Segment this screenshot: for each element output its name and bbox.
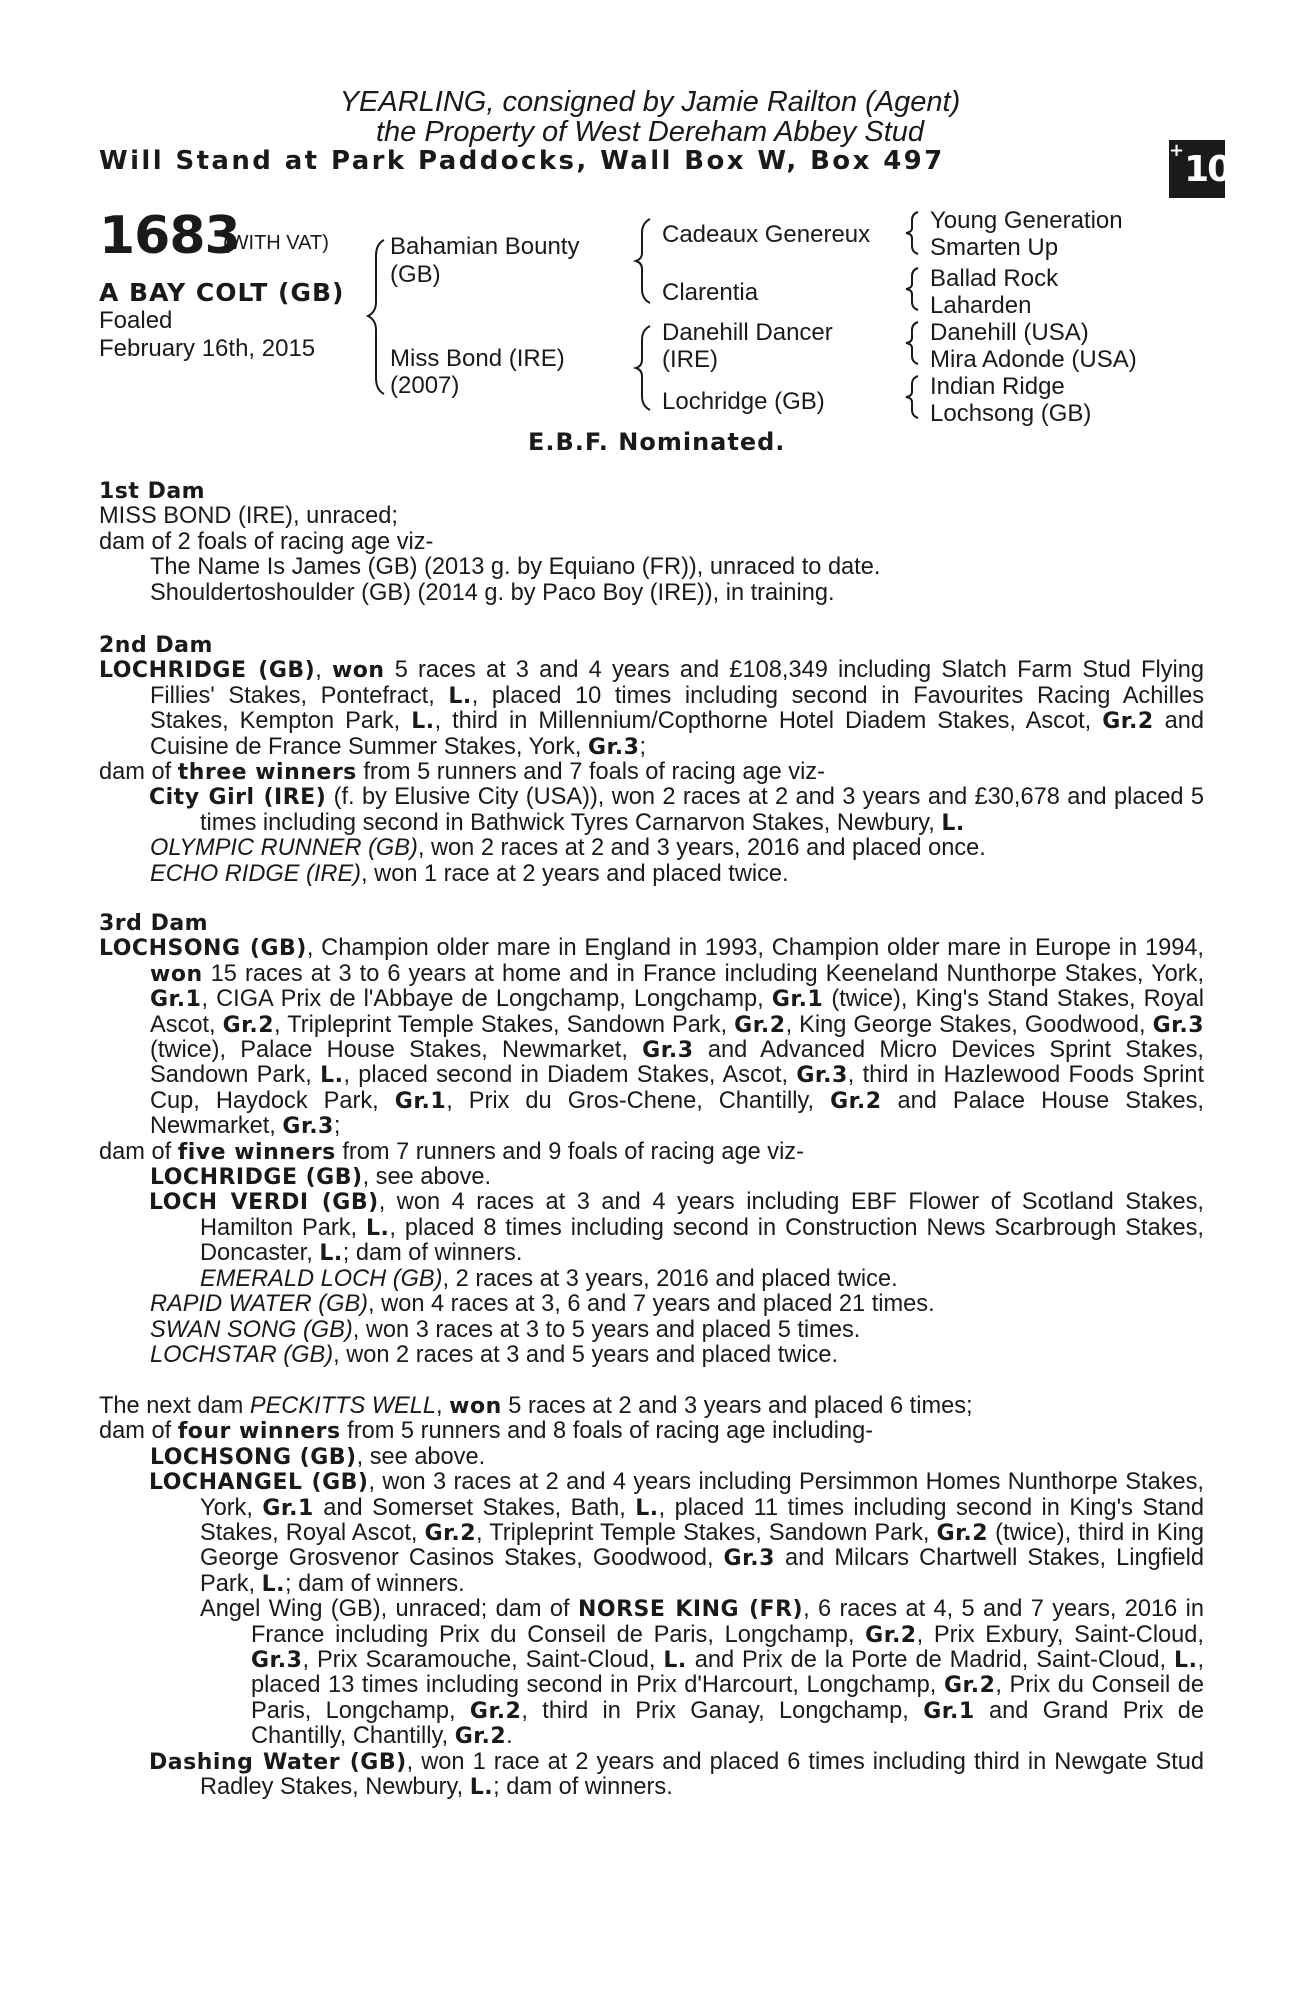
text: ; [333, 1113, 341, 1140]
listed-mark: L. [261, 1571, 286, 1597]
listed-mark: L. [448, 683, 472, 709]
group-mark: Gr.3 [642, 1038, 694, 1064]
group-mark: Gr.2 [222, 1012, 275, 1038]
next-dam-section [99, 1394, 1204, 1801]
first-dam-section [99, 479, 1204, 606]
listed-mark: L. [663, 1648, 687, 1674]
group-mark: Gr.2 [830, 1088, 882, 1114]
third-dam-section [99, 911, 1204, 1368]
horse-name: ECHO RIDGE (IRE) [150, 860, 362, 887]
listed-mark: L. [469, 1775, 494, 1801]
produce-1 [99, 1445, 1204, 1470]
horse-name: OLYMPIC RUNNER (GB) [150, 835, 418, 862]
text: (twice), Palace House Stakes, Newmarket, [150, 1037, 643, 1064]
ped-ddd: Lochsong (GB) [930, 400, 1092, 427]
group-mark: Gr.1 [150, 987, 202, 1013]
foaled-label: Foaled [99, 307, 173, 334]
pedigree-brace-main [362, 232, 392, 400]
text: and Prix de la Porte de Madrid, Saint-Cloud, [686, 1647, 1175, 1674]
stand-location: Will Stand at Park Paddocks, Wall Box W, Box 497 [99, 146, 945, 176]
dam-year: (2007) [390, 372, 460, 399]
horse-name: LOCH VERDI (GB) [149, 1190, 379, 1216]
text: dam of [99, 1138, 178, 1165]
text: , Prix Scaramouche, Saint-Cloud, [302, 1647, 664, 1674]
text: , placed 8 times including second in Construction News Scarbrough Stakes, Doncaster, [200, 1214, 1204, 1267]
text: , placed second in Diadem Stakes, Ascot, [343, 1062, 797, 1089]
text: , 6 races at 4, 5 and 7 years, 2016 in France including Prix du Conseil de Paris, Longchamp, [251, 1596, 1205, 1648]
dam-dam: Lochridge (GB) [662, 388, 825, 415]
produce-3 [99, 1292, 1204, 1317]
header-line-2: the Property of West Dereham Abbey Stud [375, 116, 925, 148]
produce-5 [99, 1343, 1204, 1368]
text: , [436, 1393, 450, 1419]
horse-name: PECKITTS WELL [249, 1393, 436, 1419]
ped-dds: Indian Ridge [930, 373, 1065, 400]
plus10-badge [1169, 140, 1231, 198]
dam-sire-country: (IRE) [662, 346, 718, 373]
text: (twice), third in King George Grosvenor Casinos Stakes, Goodwood, [200, 1520, 1204, 1572]
first-dam-foals-line: dam of 2 foals of racing age viz- [99, 528, 434, 555]
sire-sire: Cadeaux Genereux [662, 221, 871, 248]
group-mark: Gr.1 [923, 1698, 975, 1724]
ped-dss: Danehill (USA) [930, 319, 1089, 346]
ped-ssd: Smarten Up [930, 234, 1059, 261]
text: , third in Hazlewood Foods Sprint Cup, Haydock Park, [150, 1062, 1205, 1114]
text: and Cuisine de France Summer Stakes, York, [150, 708, 1205, 760]
text: , placed 13 times including second in Prix d'Harcourt, Longchamp, [251, 1647, 1204, 1699]
listed-mark: L. [366, 1215, 390, 1241]
third-dam-produce [99, 1140, 1204, 1165]
produce-1 [99, 1165, 1204, 1190]
group-mark: Gr.2 [1102, 709, 1154, 735]
text: , won 3 races at 2 and 4 years including Persimmon Homes Nunthorpe Stakes, York, [200, 1469, 1204, 1521]
group-mark: Gr.2 [936, 1521, 989, 1547]
winners-count: four winners [177, 1419, 341, 1445]
group-mark: Gr.2 [734, 1012, 786, 1038]
pedigree-brace-ds [902, 318, 924, 368]
horse-name: LOCHRIDGE (GB) [150, 1165, 363, 1191]
lot-number: 1683 [99, 206, 240, 266]
winners-count: three winners [177, 760, 357, 786]
text: ; dam of winners. [342, 1240, 523, 1267]
group-mark: Gr.3 [251, 1648, 303, 1674]
pedigree-brace-dd [902, 372, 924, 422]
group-mark: Gr.1 [771, 987, 824, 1013]
text: 5 races at 3 and 4 years and £108,349 including Slatch Farm Stud Flying Fillies' Stakes, Pontefract, [150, 657, 1204, 709]
horse-name: Dashing Water (GB) [149, 1749, 407, 1775]
badge-plus: + [1169, 140, 1185, 161]
produce-2 [99, 1190, 1204, 1266]
text: 15 races at 3 to 6 years at home and in France including Keeneland Nunthorpe Stakes, York, [202, 960, 1204, 987]
text: , Prix du Gros-Chene, Chantilly, [446, 1087, 831, 1114]
horse-name: LOCHSONG (GB) [99, 936, 307, 962]
produce-4 [99, 1318, 1204, 1343]
text: and Palace House Stakes, Newmarket, [150, 1087, 1204, 1140]
won-label: won [150, 961, 203, 987]
text: and Milcars Chartwell Stakes, Lingfield Park, [200, 1545, 1205, 1597]
text: , placed 10 times including second in Favourites Racing Achilles Stakes, Kempton Park, [150, 682, 1204, 735]
listed-mark: L. [1174, 1648, 1198, 1674]
group-mark: Gr.3 [796, 1063, 848, 1089]
text: , see above. [362, 1164, 492, 1191]
foal-2: Shouldertoshoulder (GB) (2014 g. by Paco Boy (IRE)), in training. [150, 579, 835, 606]
horse-name: NORSE KING (FR) [577, 1597, 804, 1623]
listed-mark: L. [411, 709, 435, 735]
badge-number: 10 [1184, 149, 1231, 190]
sire-name: Bahamian Bounty [390, 233, 580, 260]
ebf-nominated: E.B.F. Nominated. [528, 428, 786, 456]
text: from 5 runners and 8 foals of racing age including- [340, 1418, 874, 1445]
listed-mark: L. [941, 810, 965, 836]
text: , won 4 races at 3 and 4 years including EBF Flower of Scotland Stakes, Hamilton Park, [200, 1189, 1204, 1241]
winners-count: five winners [177, 1139, 336, 1165]
group-mark: Gr.2 [454, 1724, 507, 1750]
text: from 5 runners and 7 foals of racing age viz- [356, 759, 825, 786]
group-mark: Gr.1 [394, 1088, 447, 1114]
text: , third in Millennium/Copthorne Hotel Diadem Stakes, Ascot, [434, 708, 1103, 735]
text: and Grand Prix de Chantilly, Chantilly, [251, 1697, 1204, 1750]
horse-name: EMERALD LOCH (GB) [200, 1265, 443, 1292]
vat-note: (WITH VAT) [223, 232, 329, 254]
group-mark: Gr.2 [865, 1622, 917, 1648]
text: (twice), King's Stand Stakes, Royal Ascot, [150, 986, 1205, 1038]
ped-sdd: Laharden [930, 292, 1032, 319]
sire-dam: Clarentia [662, 279, 759, 306]
text: dam of [99, 759, 178, 786]
listed-mark: L. [319, 1241, 343, 1267]
lot-title: A BAY COLT (GB) [99, 278, 345, 307]
produce-2a [99, 1267, 1204, 1292]
text: . [506, 1723, 513, 1750]
group-mark: Gr.3 [1152, 1012, 1205, 1038]
ped-dsd: Mira Adonde (USA) [930, 346, 1137, 373]
second-dam-section [99, 633, 1204, 887]
text: from 7 runners and 9 foals of racing age viz- [335, 1138, 804, 1165]
text: 5 races at 2 and 3 years and placed 6 times; [501, 1393, 973, 1419]
pedigree-brace-ss [902, 208, 924, 258]
horse-name: RAPID WATER (GB) [150, 1291, 369, 1318]
text: , King George Stakes, Goodwood, [785, 1011, 1153, 1038]
produce-3 [99, 862, 1204, 887]
produce-2 [99, 1470, 1204, 1597]
next-dam-record [99, 1394, 1204, 1419]
text: ; dam of winners. [493, 1774, 673, 1801]
text: , Champion older mare in England in 1993, Champion older mare in Europe in 1994, [306, 935, 1204, 962]
text: , see above. [356, 1443, 486, 1470]
ped-sds: Ballad Rock [930, 265, 1059, 292]
second-dam-record: LOCHRIDGE (GB), won 5 races at 3 and 4 years and £108,349 including Slatch Farm Stud Flying Fillies' Stakes, Pontefract, L., placed 10 times including second in Favourites Racing Achilles Stakes, Kempton Park, L., third in Millennium/Copthorne Hotel Diadem Stakes, Ascot, Gr.2 and Cuisine de France Summer Stakes, York, Gr.3; [99, 657, 1205, 760]
text: (f. by Elusive City (USA)), won 2 races at 2 and 3 years and £30,678 and placed 5 times including second in Bathwick Tyres Carnarvon Stakes, Newbury, [200, 784, 1204, 836]
horse-name: LOCHRIDGE (GB) [99, 658, 316, 684]
horse-name: City Girl (IRE) [149, 785, 327, 811]
ped-sss: Young Generation [930, 207, 1123, 234]
text: ; [639, 733, 646, 760]
text: , Prix du Conseil de Paris, Longchamp, [251, 1672, 1204, 1724]
text: and Somerset Stakes, Bath, [313, 1494, 636, 1521]
foaled-date: February 16th, 2015 [99, 335, 316, 362]
text: , 2 races at 3 years, 2016 and placed twice. [442, 1265, 898, 1292]
text: , placed 11 times including second in King's Stand Stakes, Royal Ascot, [200, 1494, 1204, 1547]
produce-2a [99, 1597, 1204, 1749]
listed-mark: L. [635, 1495, 659, 1521]
produce-2 [99, 836, 1204, 861]
pedigree-brace-dam [632, 322, 656, 414]
first-dam-line: MISS BOND (IRE), unraced; [99, 503, 398, 530]
text: , Tripleprint Temple Stakes, Sandown Park, [476, 1520, 937, 1547]
produce-1 [99, 785, 1204, 836]
horse-name: LOCHANGEL (GB) [149, 1470, 369, 1496]
horse-name: SWAN SONG (GB) [150, 1316, 353, 1343]
sire-country: (GB) [390, 261, 441, 288]
second-dam-heading: 2nd Dam [99, 633, 213, 658]
pedigree-brace-sd [902, 264, 924, 314]
dam-name: Miss Bond (IRE) [390, 345, 565, 372]
group-mark: Gr.2 [424, 1521, 477, 1547]
produce-3 [99, 1750, 1204, 1801]
text: , third in Prix Ganay, Longchamp, [521, 1697, 924, 1724]
won-label: won [331, 658, 385, 684]
text: , Tripleprint Temple Stakes, Sandown Park, [274, 1011, 735, 1038]
text: , CIGA Prix de l'Abbaye de Longchamp, Longchamp, [201, 986, 772, 1013]
text: , won 4 races at 3, 6 and 7 years and placed 21 times. [368, 1291, 935, 1318]
listed-mark: L. [320, 1063, 344, 1089]
text: ; dam of winners. [285, 1570, 465, 1597]
horse-name: LOCHSTAR (GB) [150, 1341, 334, 1368]
second-dam-produce [99, 760, 1204, 785]
text: , won 2 races at 3 and 5 years and placed twice. [333, 1341, 839, 1368]
group-mark: Gr.3 [588, 734, 640, 760]
group-mark: Gr.2 [469, 1698, 522, 1724]
text: The next dam [99, 1393, 250, 1419]
group-mark: Gr.3 [723, 1546, 775, 1572]
text: , won 2 races at 2 and 3 years, 2016 and placed once. [417, 835, 986, 862]
text: , won 1 race at 2 years and placed twice. [361, 860, 789, 887]
text: and Advanced Micro Devices Sprint Stakes, Sandown Park, [150, 1037, 1204, 1089]
text: dam of [99, 1418, 178, 1445]
text: Angel Wing (GB), unraced; dam of [200, 1596, 578, 1623]
next-dam-produce [99, 1419, 1204, 1444]
third-dam-heading: 3rd Dam [99, 911, 209, 936]
first-dam-heading: 1st Dam [99, 479, 206, 504]
group-mark: Gr.2 [943, 1673, 996, 1699]
group-mark: Gr.3 [282, 1114, 334, 1140]
header-line-1: YEARLING, consigned by Jamie Railton (Agent) [339, 86, 961, 118]
text: , Prix Exbury, Saint-Cloud, [916, 1621, 1204, 1648]
won-label: won [449, 1394, 502, 1419]
pedigree-brace-sire [632, 215, 656, 307]
text: , won 1 race at 2 years and placed 6 times including third in Newgate Stud Radley Stakes, Newbury, [200, 1748, 1204, 1801]
third-dam-record [99, 936, 1204, 1139]
text: , won 3 races at 3 to 5 years and placed 5 times. [352, 1316, 861, 1343]
horse-name: LOCHSONG (GB) [150, 1444, 357, 1470]
dam-sire-name: Danehill Dancer [662, 319, 833, 346]
foal-1: The Name Is James (GB) (2013 g. by Equiano (FR)), unraced to date. [150, 554, 881, 581]
group-mark: Gr.1 [262, 1495, 314, 1521]
